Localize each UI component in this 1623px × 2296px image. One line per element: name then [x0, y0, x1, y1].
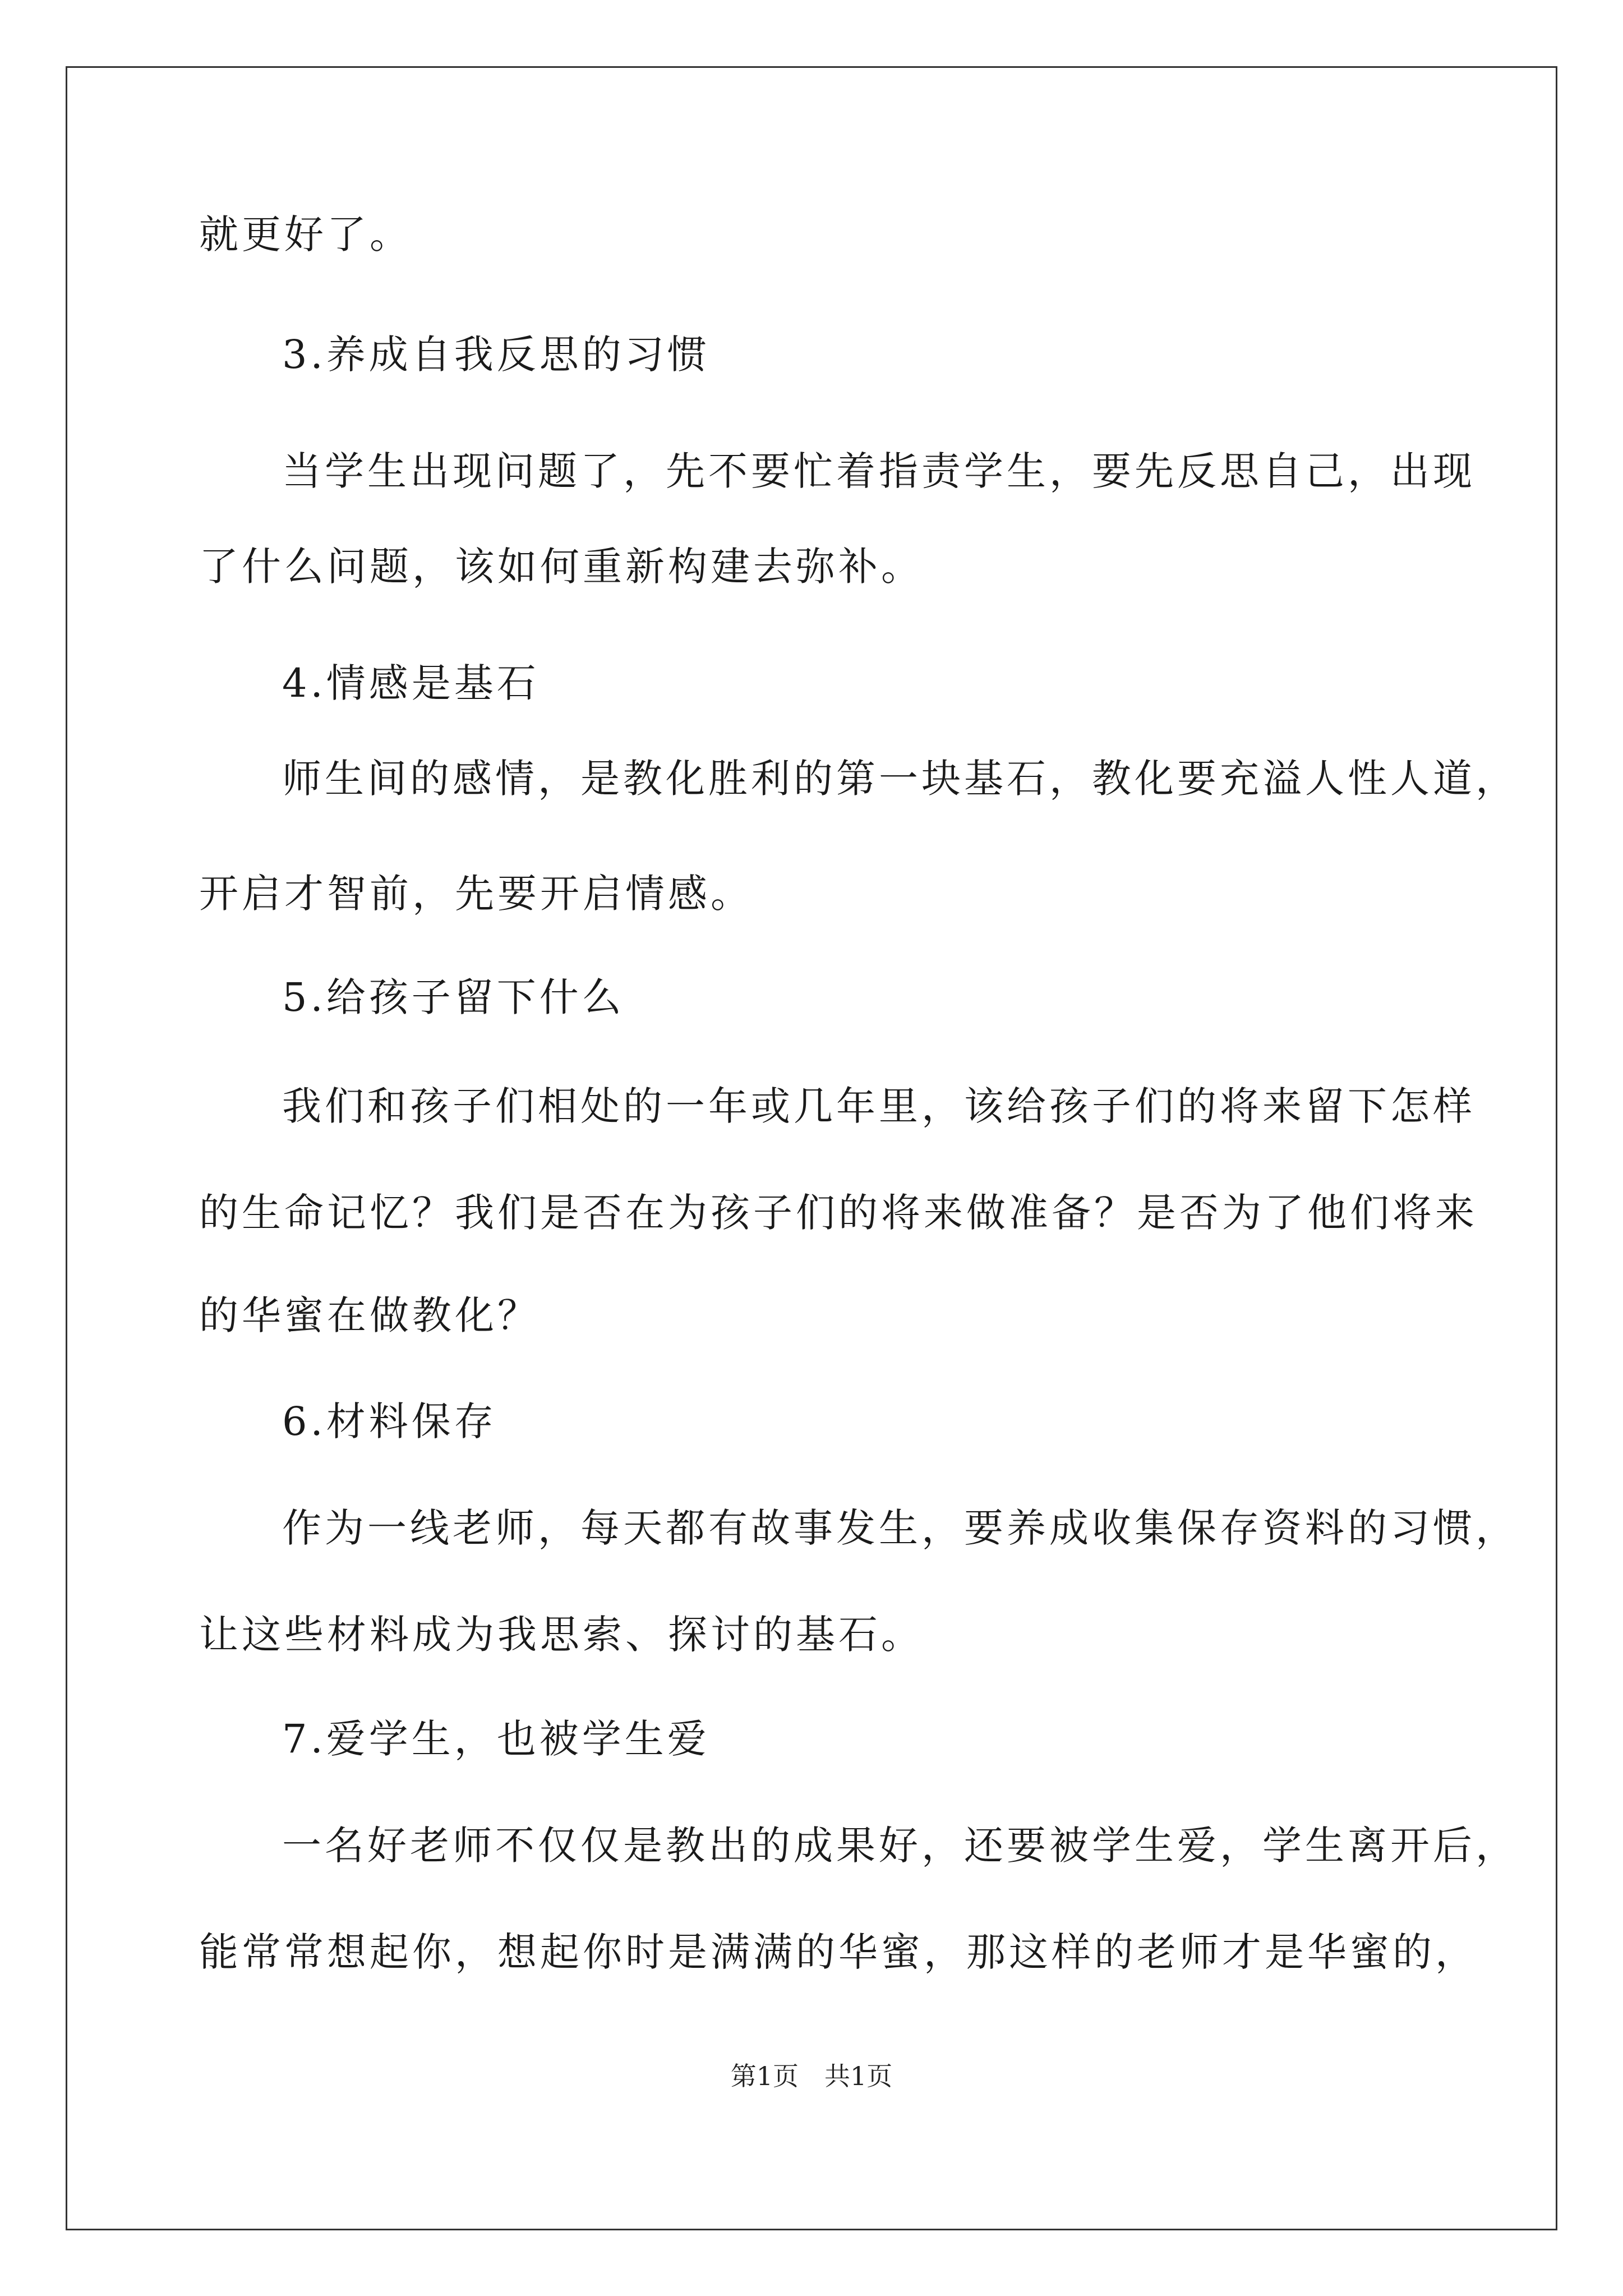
section-heading: 6.材料保存 [282, 1398, 497, 1444]
paragraph-line: 我们和孩子们相处的一年或几年里，该给孩子们的将来留下怎样 [282, 1083, 1476, 1129]
paragraph-line: 作为一线老师，每天都有故事发生，要养成收集保存资料的习惯， [282, 1505, 1518, 1551]
section-heading: 3.养成自我反思的习惯 [282, 332, 710, 378]
page-border [66, 66, 1557, 2230]
paragraph-line: 能常常想起你，想起你时是满满的华蜜，那这样的老师才是华蜜的， [199, 1929, 1478, 1975]
paragraph-line: 的华蜜在做教化？ [199, 1292, 540, 1338]
section-heading: 5.给孩子留下什么 [282, 974, 625, 1020]
paragraph-line: 师生间的感情，是教化胜利的第一块基石，教化要充溢人性人道， [282, 756, 1518, 802]
paragraph-line: 一名好老师不仅仅是教出的成果好，还要被学生爱，学生离开后， [282, 1823, 1518, 1869]
paragraph-line: 当学生出现问题了，先不要忙着指责学生，要先反思自己，出现 [282, 448, 1476, 494]
paragraph-line: 了什么问题，该如何重新构建去弥补。 [199, 544, 924, 590]
page-number-footer: 第1页 共1页 [730, 2061, 893, 2091]
paragraph-line: 就更好了。 [199, 211, 412, 257]
section-heading: 4.情感是基石 [282, 660, 540, 706]
paragraph-line: 让这些材料成为我思索、探讨的基石。 [199, 1612, 924, 1658]
paragraph-line: 开启才智前，先要开启情感。 [199, 871, 753, 917]
section-heading: 7.爱学生，也被学生爱 [282, 1716, 710, 1762]
paragraph-line: 的生命记忆？我们是否在为孩子们的将来做准备？是否为了他们将来 [199, 1190, 1478, 1236]
